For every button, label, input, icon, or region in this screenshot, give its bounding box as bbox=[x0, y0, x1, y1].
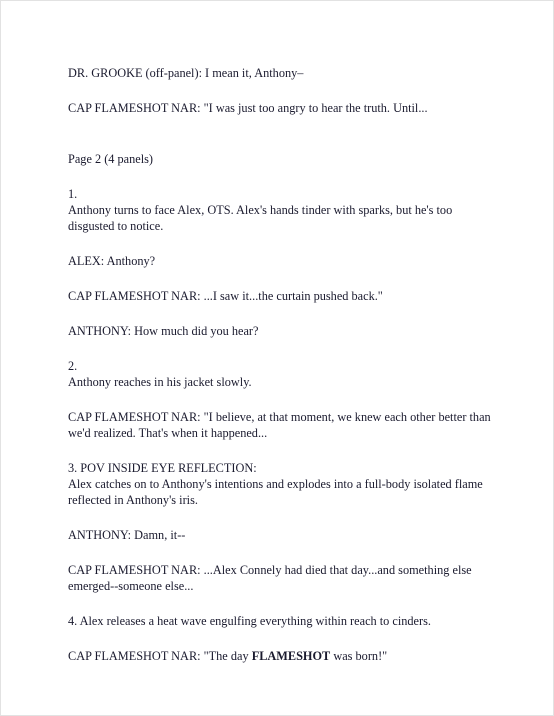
narration-line: CAP FLAMESHOT NAR: ...Alex Connely had died that day...and something else emerged--someone else... bbox=[68, 563, 472, 593]
narration-line: CAP FLAMESHOT NAR: "I was just too angry to hear the truth. Until... bbox=[68, 101, 428, 115]
panel-description: Alex catches on to Anthony's intentions and explodes into a full-body isolated flame reflected in Anthony's iris. bbox=[68, 477, 483, 507]
flameshot-name: FLAMESHOT bbox=[251, 649, 331, 663]
page-heading: Page 2 (4 panels) bbox=[68, 152, 154, 166]
dialogue-line: ANTHONY: Damn, it-- bbox=[68, 528, 186, 542]
final-line-suffix: was born!" bbox=[330, 649, 388, 663]
narration-line: CAP FLAMESHOT NAR: ...I saw it...the curtain pushed back." bbox=[68, 289, 383, 303]
panel-number: 1. bbox=[68, 187, 78, 201]
panel-number: 2. bbox=[68, 359, 78, 373]
panel-description: Anthony turns to face Alex, OTS. Alex's hands tinder with sparks, but he's too disgusted to notice. bbox=[68, 203, 453, 233]
panel-description: Anthony reaches in his jacket slowly. bbox=[68, 375, 252, 389]
final-narration-line bbox=[68, 648, 498, 664]
script-body bbox=[68, 65, 498, 664]
narration-line: CAP FLAMESHOT NAR: "I believe, at that moment, we knew each other better than we'd realized. That's when it happened... bbox=[68, 410, 491, 440]
panel-number: 3. POV INSIDE EYE REFLECTION: bbox=[68, 461, 257, 475]
dialogue-line: DR. GROOKE (off-panel): I mean it, Anthony– bbox=[68, 66, 304, 80]
final-line-prefix: CAP FLAMESHOT NAR: "The day bbox=[68, 649, 252, 663]
dialogue-line: ALEX: Anthony? bbox=[68, 254, 156, 268]
dialogue-line: ANTHONY: How much did you hear? bbox=[68, 324, 259, 338]
panel-description: 4. Alex releases a heat wave engulfing everything within reach to cinders. bbox=[68, 614, 431, 628]
